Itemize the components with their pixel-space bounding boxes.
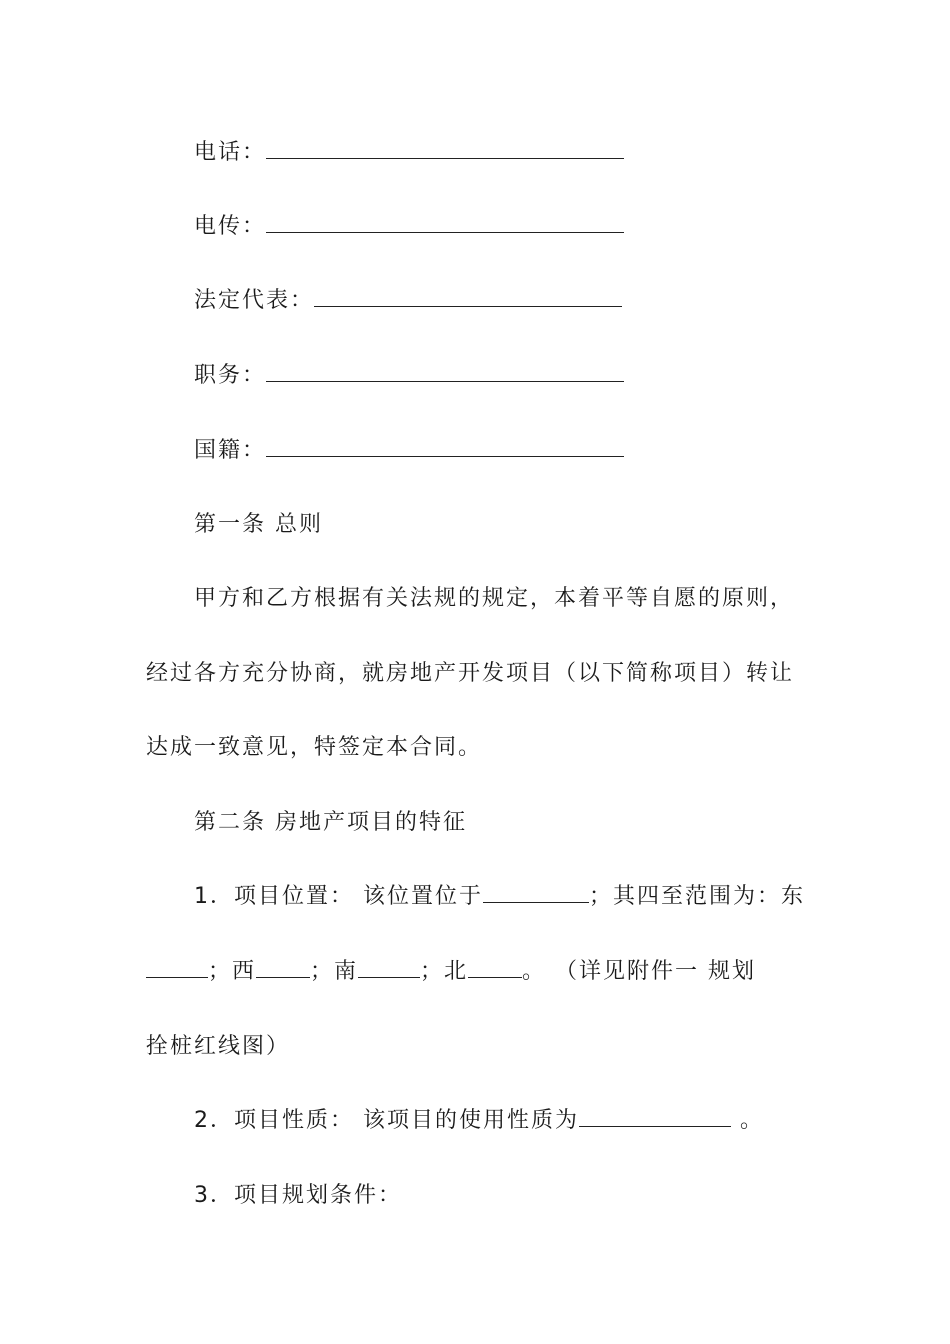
item3-line: 3．项目规划条件： [194,1183,402,1208]
article1-line3: 达成一致意见，特签定本合同。 [146,735,483,760]
article1-line2: 经过各方充分协商，就房地产开发项目（以下简称项目）转让 [146,661,795,686]
south-blank [358,957,420,978]
item1-north-label: ；北 [420,959,469,984]
article1-line1: 甲方和乙方根据有关法规的规定，本着平等自愿的原则， [194,586,795,611]
fax-label: 电传： [194,214,267,239]
north-blank [468,957,522,978]
phone-row [194,138,624,168]
nationality-row [194,436,624,466]
legal-rep-row [194,286,622,316]
phone-blank [266,138,624,159]
item1-line2 [146,957,756,987]
article1-heading: 第一条 总则 [194,512,323,537]
position-label: 职务： [194,363,267,388]
fax-blank [266,212,624,233]
article2-heading: 第二条 房地产项目的特征 [194,810,467,835]
item1-line3: 拴桩红线图） [146,1034,291,1059]
position-row [194,361,624,391]
legal-rep-blank [314,286,622,307]
fax-row [194,212,624,242]
item1-west-label: ；西 [208,959,257,984]
west-blank [256,957,310,978]
nationality-blank [266,436,624,457]
location-blank [483,882,589,903]
item1-suffix: 。 （详见附件一 规划 [522,959,757,984]
legal-rep-label: 法定代表： [194,288,315,313]
item1-south-label: ；南 [310,959,359,984]
item2-suffix: 。 [731,1108,764,1133]
phone-label: 电话： [194,140,267,165]
usage-blank [579,1106,731,1127]
east-blank [146,957,208,978]
item1-line1 [194,882,805,912]
position-blank [266,361,624,382]
item1-prefix: 1．项目位置： 该位置位于 [194,884,483,909]
item1-mid: ；其四至范围为：东 [589,884,806,909]
nationality-label: 国籍： [194,438,267,463]
item2-line [194,1106,764,1136]
item2-prefix: 2．项目性质： 该项目的使用性质为 [194,1108,579,1133]
